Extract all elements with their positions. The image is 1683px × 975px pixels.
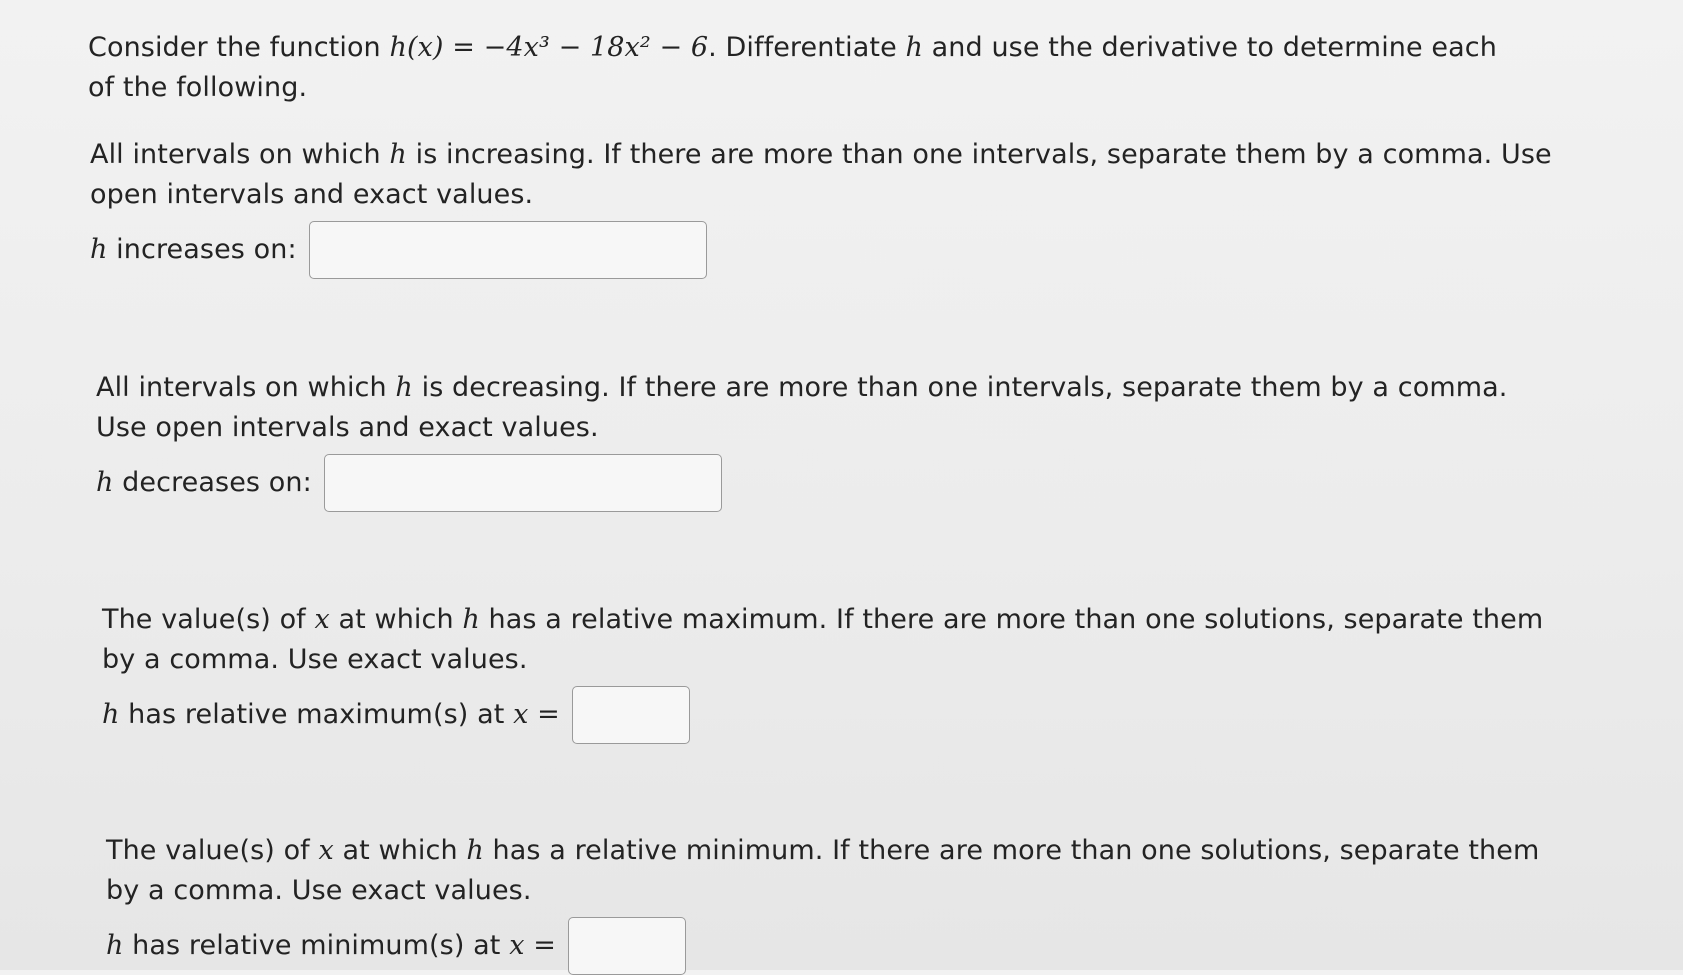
question-decreasing <box>96 368 1507 512</box>
question-line-2: open intervals and exact values. <box>90 179 534 210</box>
variable-h: h <box>462 604 480 635</box>
x-equals: x = <box>513 699 560 730</box>
answer-label <box>102 695 560 735</box>
x-equals: x = <box>509 930 556 961</box>
question-relative-maximum <box>102 600 1543 744</box>
intro-line-1 <box>88 28 1497 68</box>
answer-row-decreasing <box>96 454 1507 512</box>
label-text: increases on: <box>107 234 297 265</box>
answer-label <box>96 463 312 503</box>
variable-h: h <box>395 372 413 403</box>
problem-intro <box>88 28 1497 108</box>
question-text: The value(s) of <box>106 835 319 866</box>
variable-h: h <box>106 930 124 961</box>
label-text: decreases on: <box>113 467 312 498</box>
relative-minimum-input[interactable] <box>568 917 686 975</box>
variable-x: x <box>318 835 334 866</box>
question-text: All intervals on which <box>90 139 390 170</box>
question-line-2: by a comma. Use exact values. <box>106 875 532 906</box>
variable-h: h <box>905 32 923 63</box>
question-text: The value(s) of <box>102 604 315 635</box>
question-text: is increasing. If there are more than one intervals, separate them by a comma. Use <box>406 139 1552 170</box>
variable-h: h <box>466 835 484 866</box>
question-line-2: by a comma. Use exact values. <box>102 644 528 675</box>
question-text: All intervals on which <box>96 372 396 403</box>
question-relative-minimum <box>106 831 1539 975</box>
question-text: at which <box>329 604 463 635</box>
variable-h: h <box>96 467 114 498</box>
variable-h: h <box>102 699 120 730</box>
question-increasing <box>90 135 1552 279</box>
question-line-1 <box>90 135 1552 175</box>
variable-h: h <box>90 234 108 265</box>
variable-x: x <box>314 604 330 635</box>
intro-line-2: of the following. <box>88 72 308 103</box>
question-text: has a relative minimum. If there are more than one solutions, separate them <box>483 835 1540 866</box>
function-expression: h(x) = −4x³ − 18x² − 6 <box>389 32 709 63</box>
variable-h: h <box>389 139 407 170</box>
intro-text: and use the derivative to determine each <box>922 32 1497 63</box>
intro-text: Consider the function <box>88 32 390 63</box>
answer-label <box>106 926 556 966</box>
question-text: at which <box>333 835 467 866</box>
question-text: has a relative maximum. If there are more than one solutions, separate them <box>479 604 1544 635</box>
answer-label <box>90 230 297 270</box>
decreases-on-input[interactable] <box>324 454 722 512</box>
question-line-1 <box>96 368 1507 408</box>
question-line-1 <box>102 600 1543 640</box>
label-text: has relative maximum(s) at <box>119 699 514 730</box>
label-text: has relative minimum(s) at <box>123 930 510 961</box>
question-text: is decreasing. If there are more than one intervals, separate them by a comma. <box>412 372 1508 403</box>
relative-maximum-input[interactable] <box>572 686 690 744</box>
answer-row-increasing <box>90 221 1552 279</box>
answer-row-minimum <box>106 917 1539 975</box>
intro-text: . Differentiate <box>708 32 906 63</box>
question-line-1 <box>106 831 1539 871</box>
question-line-2: Use open intervals and exact values. <box>96 412 599 443</box>
answer-row-maximum <box>102 686 1543 744</box>
increases-on-input[interactable] <box>309 221 707 279</box>
